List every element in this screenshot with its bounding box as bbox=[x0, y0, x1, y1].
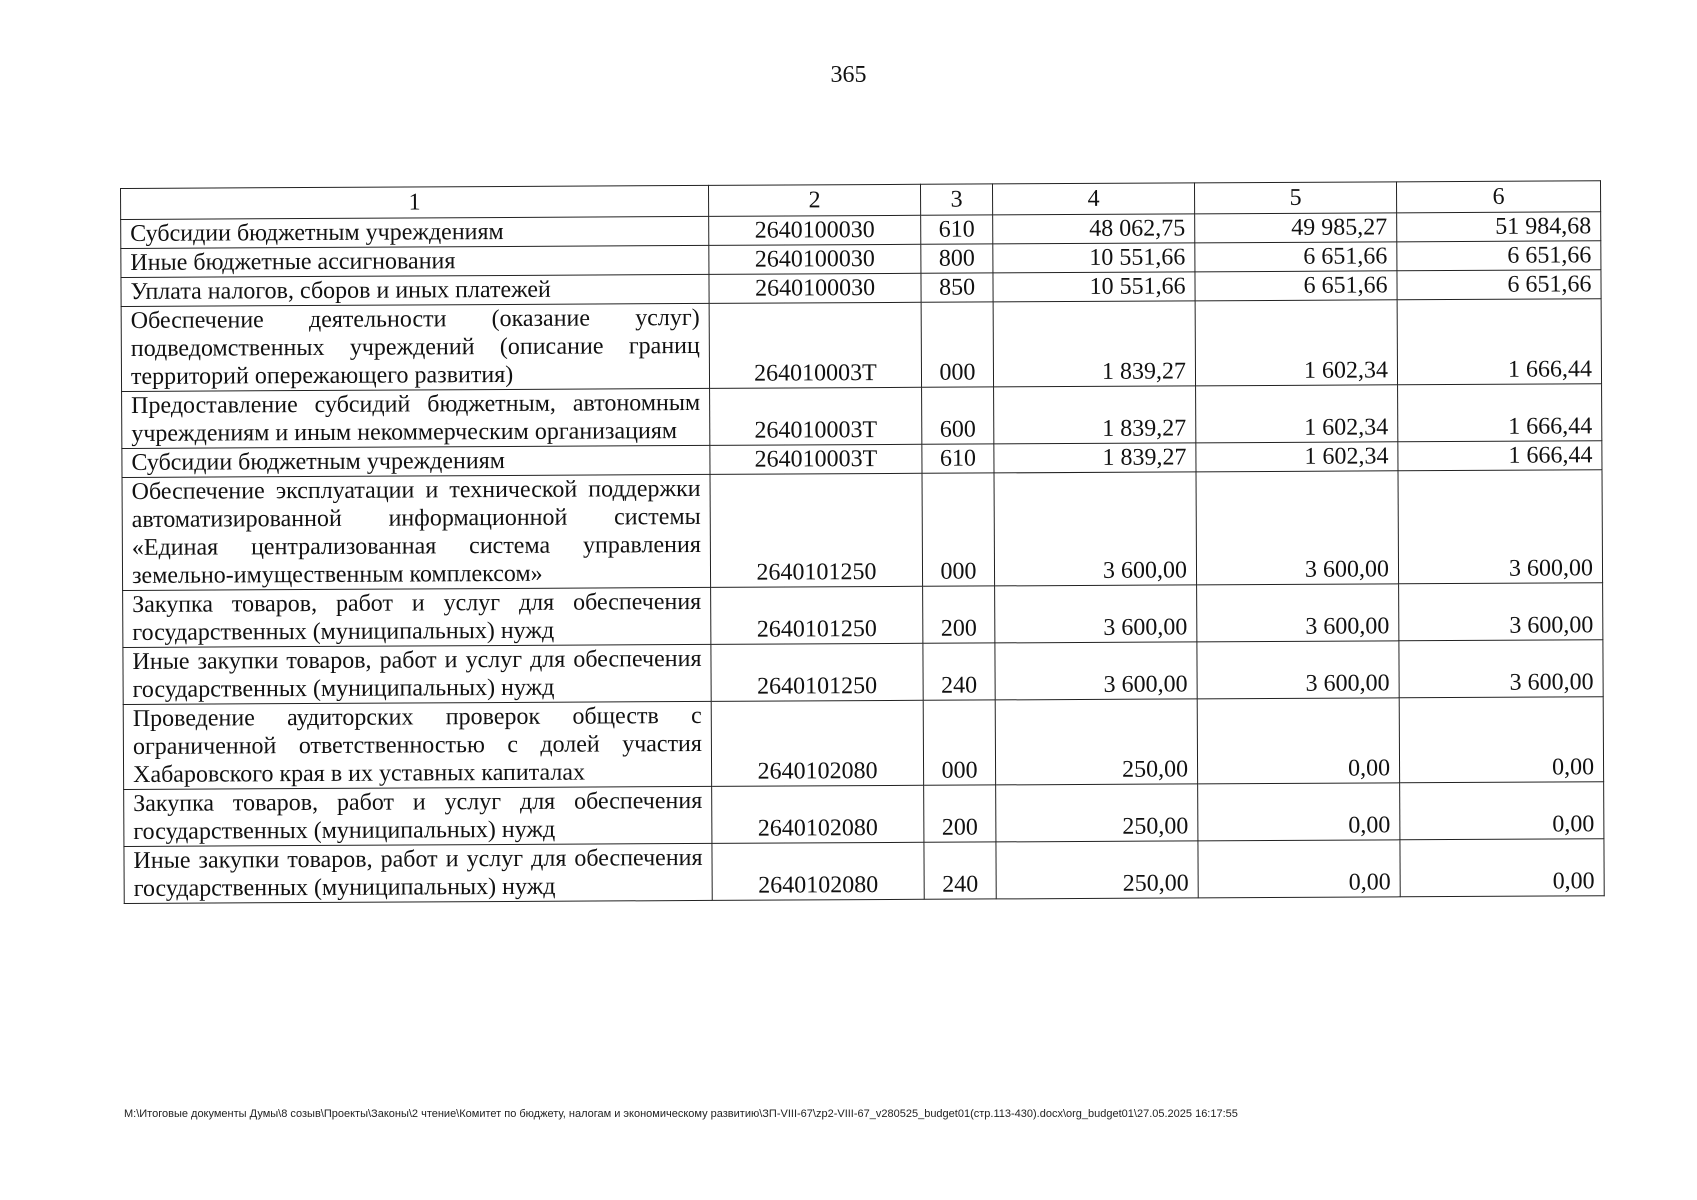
column-header: 2 bbox=[708, 184, 920, 216]
row-name: Обеспечение эксплуатации и технической поддержки автоматизированной информационной системы «Единая централизованная система управления земельно-имущественным комплексом» bbox=[122, 474, 711, 590]
row-code: 2640102080 bbox=[711, 700, 923, 786]
row-code: 264010003Т bbox=[710, 444, 922, 474]
row-vr: 610 bbox=[921, 215, 993, 244]
row-value-1: 250,00 bbox=[996, 841, 1198, 899]
row-vr: 600 bbox=[922, 387, 994, 444]
row-value-1: 10 551,66 bbox=[993, 272, 1195, 302]
row-vr: 240 bbox=[924, 842, 996, 899]
budget-table bbox=[120, 180, 1605, 904]
row-value-2: 6 651,66 bbox=[1195, 242, 1397, 272]
row-vr: 000 bbox=[921, 302, 993, 387]
table-row bbox=[122, 384, 1602, 449]
row-value-2: 1 602,34 bbox=[1196, 442, 1398, 472]
page-number: 365 bbox=[830, 62, 867, 88]
row-code: 2640101250 bbox=[711, 586, 923, 644]
table-row bbox=[121, 299, 1601, 392]
row-vr: 610 bbox=[922, 444, 994, 473]
row-value-1: 3 600,00 bbox=[995, 585, 1197, 643]
row-name: Предоставление субсидий бюджетным, автономным учреждениям и иным некоммерческим организациям bbox=[122, 388, 710, 448]
row-value-1: 3 600,00 bbox=[994, 472, 1197, 586]
row-value-2: 6 651,66 bbox=[1195, 271, 1397, 301]
table-row bbox=[124, 839, 1604, 904]
row-value-3: 1 666,44 bbox=[1398, 384, 1602, 442]
row-value-3: 0,00 bbox=[1400, 782, 1604, 840]
row-code: 2640100030 bbox=[709, 244, 921, 274]
column-header: 6 bbox=[1396, 181, 1600, 213]
table-row bbox=[124, 782, 1604, 847]
row-value-3: 3 600,00 bbox=[1399, 583, 1603, 641]
table-row bbox=[122, 470, 1603, 591]
row-value-3: 6 651,66 bbox=[1397, 270, 1601, 300]
row-value-2: 3 600,00 bbox=[1197, 641, 1399, 699]
row-code: 2640100030 bbox=[709, 215, 921, 245]
column-header: 3 bbox=[920, 184, 992, 215]
row-value-2: 0,00 bbox=[1197, 698, 1399, 784]
row-name: Субсидии бюджетным учреждениям bbox=[121, 216, 709, 248]
row-vr: 200 bbox=[924, 785, 996, 842]
row-name: Закупка товаров, работ и услуг для обеспечения государственных (муниципальных) нужд bbox=[124, 786, 712, 846]
footer-file-path: M:\Итоговые документы Думы\8 созыв\Проекты\Законы\2 чтение\Комитет по бюджету, налогам и экономическому развитию\ЗП-VIII-67\zp2-VIII-67_v280525_budget01(стр.113-430).docx\org_budget01\27.05.2025 16:17:55 bbox=[124, 1108, 1238, 1120]
row-value-3: 1 666,44 bbox=[1397, 299, 1601, 385]
table-row bbox=[123, 640, 1603, 705]
row-value-2: 0,00 bbox=[1198, 840, 1400, 898]
row-vr: 000 bbox=[923, 700, 995, 785]
row-vr: 000 bbox=[922, 473, 995, 586]
row-value-1: 1 839,27 bbox=[994, 443, 1196, 473]
row-value-1: 1 839,27 bbox=[994, 386, 1196, 444]
table-row bbox=[123, 697, 1603, 790]
row-code: 2640102080 bbox=[712, 842, 924, 900]
column-header: 5 bbox=[1194, 182, 1396, 214]
row-value-2: 1 602,34 bbox=[1196, 385, 1398, 443]
column-header: 4 bbox=[992, 183, 1194, 215]
row-value-3: 3 600,00 bbox=[1399, 640, 1603, 698]
row-value-2: 0,00 bbox=[1198, 783, 1400, 841]
row-vr: 200 bbox=[923, 586, 995, 643]
row-value-2: 49 985,27 bbox=[1195, 213, 1397, 243]
row-name: Закупка товаров, работ и услуг для обеспечения государственных (муниципальных) нужд bbox=[123, 587, 711, 647]
row-code: 2640100030 bbox=[709, 273, 921, 303]
row-value-2: 3 600,00 bbox=[1197, 584, 1399, 642]
row-value-1: 3 600,00 bbox=[995, 642, 1197, 700]
row-value-3: 1 666,44 bbox=[1398, 441, 1602, 471]
row-value-2: 1 602,34 bbox=[1195, 300, 1397, 386]
row-value-2: 3 600,00 bbox=[1196, 471, 1399, 585]
row-vr: 240 bbox=[923, 643, 995, 700]
row-value-1: 1 839,27 bbox=[993, 301, 1195, 387]
row-code: 264010003Т bbox=[710, 387, 922, 445]
row-code: 264010003Т bbox=[709, 302, 921, 388]
row-code: 2640102080 bbox=[712, 785, 924, 843]
row-name: Иные закупки товаров, работ и услуг для обеспечения государственных (муниципальных) нужд bbox=[124, 843, 712, 903]
row-name: Субсидии бюджетным учреждениям bbox=[122, 445, 710, 477]
row-value-3: 0,00 bbox=[1399, 697, 1603, 783]
row-value-3: 6 651,66 bbox=[1397, 241, 1601, 271]
row-value-3: 0,00 bbox=[1400, 839, 1604, 897]
row-value-3: 3 600,00 bbox=[1398, 470, 1603, 584]
row-value-3: 51 984,68 bbox=[1397, 212, 1601, 242]
row-name: Иные закупки товаров, работ и услуг для обеспечения государственных (муниципальных) нужд bbox=[123, 644, 711, 704]
row-value-1: 10 551,66 bbox=[993, 243, 1195, 273]
row-code: 2640101250 bbox=[710, 473, 923, 587]
column-header: 1 bbox=[121, 185, 709, 219]
row-value-1: 250,00 bbox=[995, 699, 1197, 785]
row-name: Обеспечение деятельности (оказание услуг) подведомственных учреждений (описание границ территорий опережающего развития) bbox=[121, 303, 709, 391]
row-vr: 800 bbox=[921, 244, 993, 273]
row-name: Уплата налогов, сборов и иных платежей bbox=[121, 274, 709, 306]
row-value-1: 250,00 bbox=[996, 784, 1198, 842]
row-name: Иные бюджетные ассигнования bbox=[121, 245, 709, 277]
row-name: Проведение аудиторских проверок обществ с ограниченной ответственностью с долей участия Хабаровского края в их уставных капиталах bbox=[123, 701, 711, 789]
row-value-1: 48 062,75 bbox=[993, 214, 1195, 244]
row-vr: 850 bbox=[921, 273, 993, 302]
row-code: 2640101250 bbox=[711, 643, 923, 701]
table-row bbox=[123, 583, 1603, 648]
